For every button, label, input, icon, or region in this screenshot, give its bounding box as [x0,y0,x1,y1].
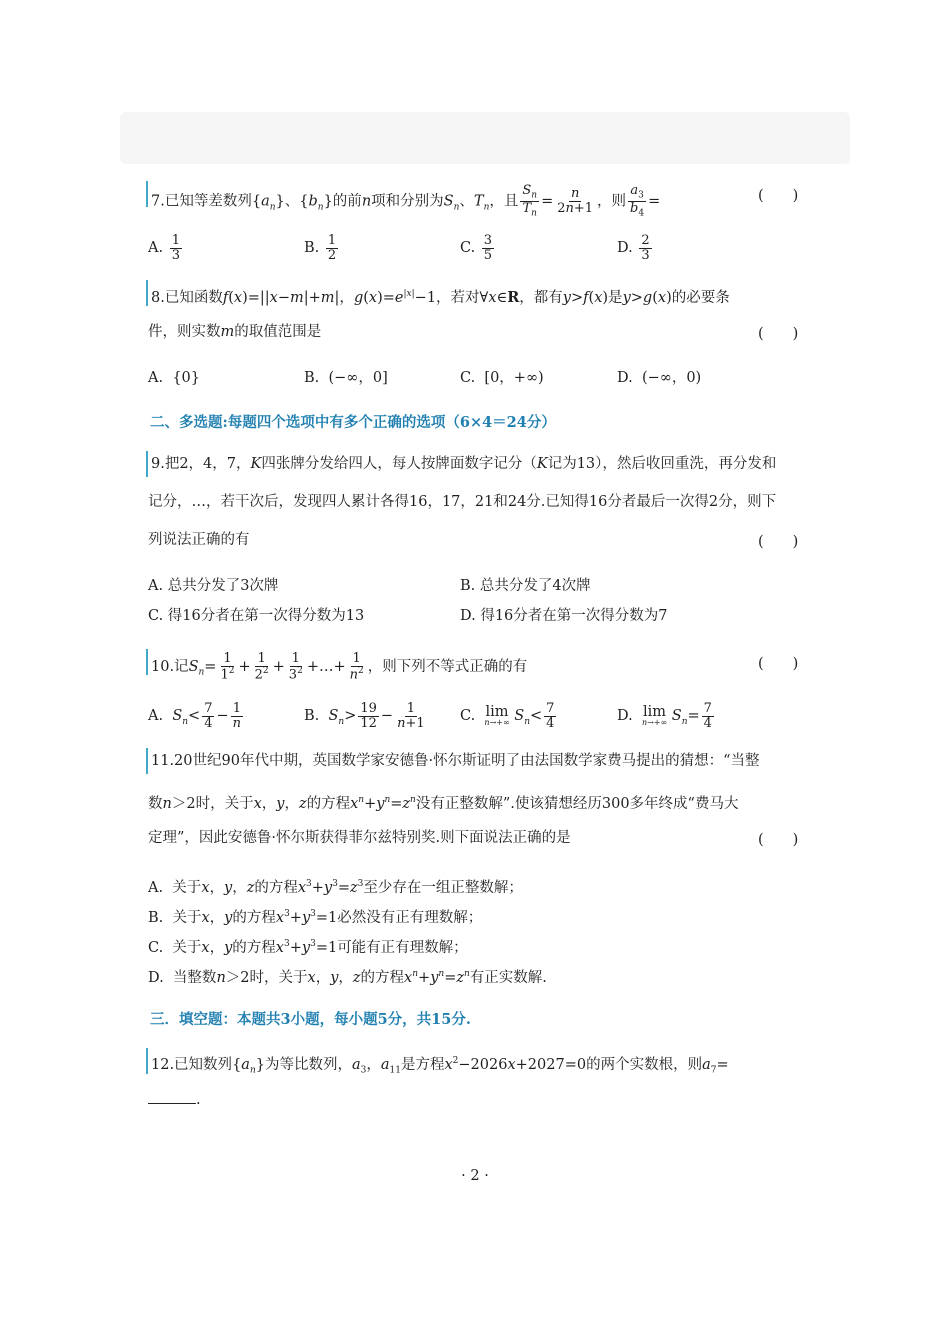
question-marker [146,649,148,675]
q7-option-a: A. $\frac{1}{3}$ [148,233,180,263]
q7-label: 7.已知等差数列 [151,193,252,210]
q11-opt-text: 至少存在一组正整数解； [363,879,523,896]
q8-line2-tail: 的取值范围是 [234,324,322,340]
blank-line [148,1103,196,1104]
question-marker [146,451,148,477]
q12-c: 是方程 [400,1056,445,1073]
q9-line1-c: 记为13），然后收回重洗，再分发和 [547,456,777,472]
section-heading-fill-in: 三．填空题：本题共3小题，每小题5分，共15分. [150,1011,471,1028]
q11-line2-b: ＞2时，关于 [171,795,254,812]
question-11-line3: 定理”，因此安德鲁·怀尔斯获得菲尔兹特别奖.则下面说法正确的是 [148,830,571,846]
q12-b: 为等比数列， [264,1056,352,1073]
q7-opt-label: C. [460,240,476,257]
q7-opt-label: D. [617,240,633,257]
section-heading-multiple-choice: 二、多选题:每题四个选项中有多个正确的选项（6×4＝24分） [150,414,556,431]
question-10: 10.记$S_n=$ $\frac{1}{1^2}$ + $\frac{1}{2^2}$ + $\frac{1}{3^2}$ +…+ $\frac{1}{n^2}$ ，则下列不等式正确的有 [151,651,528,682]
q11-opt-text: 必然没有正有理数解； [337,909,483,926]
q10-option-c: C. lim n→+∞ $S_n<$ $\frac{7}{4}$ [460,701,555,731]
q8-opt-value: (−∞，0] [328,370,388,386]
q11-option-a: A. 关于x，y，z的方程$x^3+y^3=z^3$至少存在一组正整数解； [148,879,523,896]
page-number: · 2 · [461,1168,489,1184]
q10-label: 10.记 [151,658,189,675]
q8-opt-value: (−∞，0) [641,370,702,386]
q12-d: 的两个实数根，则 [586,1056,703,1073]
q8-option-b [304,368,388,388]
q11-option-d: D. 当整数n＞2时，关于x，y，z的方程$x^n+y^n=z^n$有正实数解. [148,969,547,986]
q9-option-c: C. 得16分者在第一次得分数为13 [148,608,365,624]
q10-opt-label: B. [304,708,320,725]
q7-option-d: D. $\frac{2}{3}$ [617,233,650,263]
answer-paren: ( ) [758,188,799,204]
q7-option-b: B. $\frac{1}{2}$ [304,233,337,263]
q10-opt-label: A. [148,708,164,725]
q11-opt-text: 有正实数解. [469,969,547,986]
question-8-line1: 8.已知函数f(x)=||x−m|+m|，$g(x)=e^{|x|}-1$，若对∀x∈R，都有y>f(x)是y>g(x)的必要条 [151,288,730,306]
q11-line2-c: 的方程 [306,795,351,812]
q8-line2-text: 件，则实数 [148,324,221,340]
q7-opt-label: A. [148,240,164,257]
answer-paren: ( ) [758,534,799,550]
q10-opt-label: D. [617,708,633,725]
q9-option-a: A. 总共分发了3次牌 [148,578,279,594]
q11-option-b: B. 关于x，y的方程$x^3+y^3=1$必然没有正有理数解； [148,909,483,926]
question-8-line2: 件，则实数m的取值范围是 [148,324,322,340]
question-11-line2: 数n＞2时，关于x，y，z的方程$x^n+y^n=z^n$没有正整数解”.使该猜想经历300多年终成“费马大 [148,795,739,812]
question-marker [146,280,148,306]
answer-paren: ( ) [758,656,799,672]
question-marker [146,748,148,774]
q8-opt-label: C. [460,370,476,386]
q8-option-d [617,368,701,388]
faded-header-band [120,112,850,164]
question-9-line3: 列说法正确的有 [148,532,250,548]
q10-option-b: B. $S_n>$ $\frac{19}{12}$ − $\frac{1}{n+1}$ [304,701,425,731]
question-7: 7.已知等差数列$\{a_n\}$、$\{b_n\}$的前n项和分别为$S_n$、$T_n$，且 $\frac{S_n}{T_n}$ = $\frac{n}{2n+1}$ ，则 $\frac{a_3}{b_4}$ = [151,183,661,219]
answer-paren: ( ) [758,832,799,848]
q10-option-a: A. $S_n<$ $\frac{7}{4}$ − $\frac{1}{n}$ [148,701,242,731]
q10-tail: ，则下列不等式正确的有 [367,658,528,675]
q11-option-c: C. 关于x，y的方程$x^3+y^3=1$可能有正有理数解； [148,939,468,956]
q8-opt-value: [0，+∞) [484,370,544,386]
q7-option-c: C. $\frac{3}{5}$ [460,233,493,263]
q9-option-d: D. 得16分者在第一次得分数为7 [460,608,668,624]
q12-a: 12.已知数列 [151,1056,233,1073]
q8-option-a [148,368,200,388]
q9-line1-a: 9.把2，4，7， [151,456,251,472]
q10-option-d: D. lim n→+∞ $S_n=$ $\frac{7}{4}$ [617,701,712,731]
q11-opt-text: 可能有正有理数解； [337,939,468,956]
q8-opt-label: A. [148,370,164,386]
question-marker [146,181,148,207]
q8-label: 8.已知函数 [151,289,223,306]
question-9-line2: 记分，…，若干次后，发现四人累计各得16，17，21和24分.已知得16分者最后一次得2分，则下 [148,494,777,510]
q8-opt-label: B. [304,370,320,386]
question-11-line1: 11.20世纪90年代中期，英国数学家安德鲁·怀尔斯证明了由法国数学家费马提出的猜想：“当整 [151,753,760,769]
q7-opt-label: B. [304,240,320,257]
q9-line1-b: 四张牌分发给四人，每人按牌面数字记分（ [261,456,537,472]
q8-option-c [460,368,544,388]
question-12: 12.已知数列$\{a_n\}$为等比数列，$a_3$，$a_{11}$是方程$x^2-2026x+2027=0$的两个实数根，则$a_7=$ [151,1056,729,1076]
q11-line2-d: 没有正整数解”.使该猜想经历300多年终成“费马大 [415,795,739,812]
answer-paren: ( ) [758,326,799,342]
answer-blank: . [148,1090,201,1110]
q8-opt-label: D. [617,370,633,386]
q9-option-b: B. 总共分发了4次牌 [460,578,591,594]
q11-line2-a: 数 [148,795,163,812]
question-9-line1: 9.把2，4，7，K四张牌分发给四人，每人按牌面数字记分（K记为13），然后收回重洗，再分发和 [151,456,777,472]
question-marker [146,1048,148,1074]
q8-opt-value: {0} [172,370,200,386]
q10-opt-label: C. [460,708,476,725]
